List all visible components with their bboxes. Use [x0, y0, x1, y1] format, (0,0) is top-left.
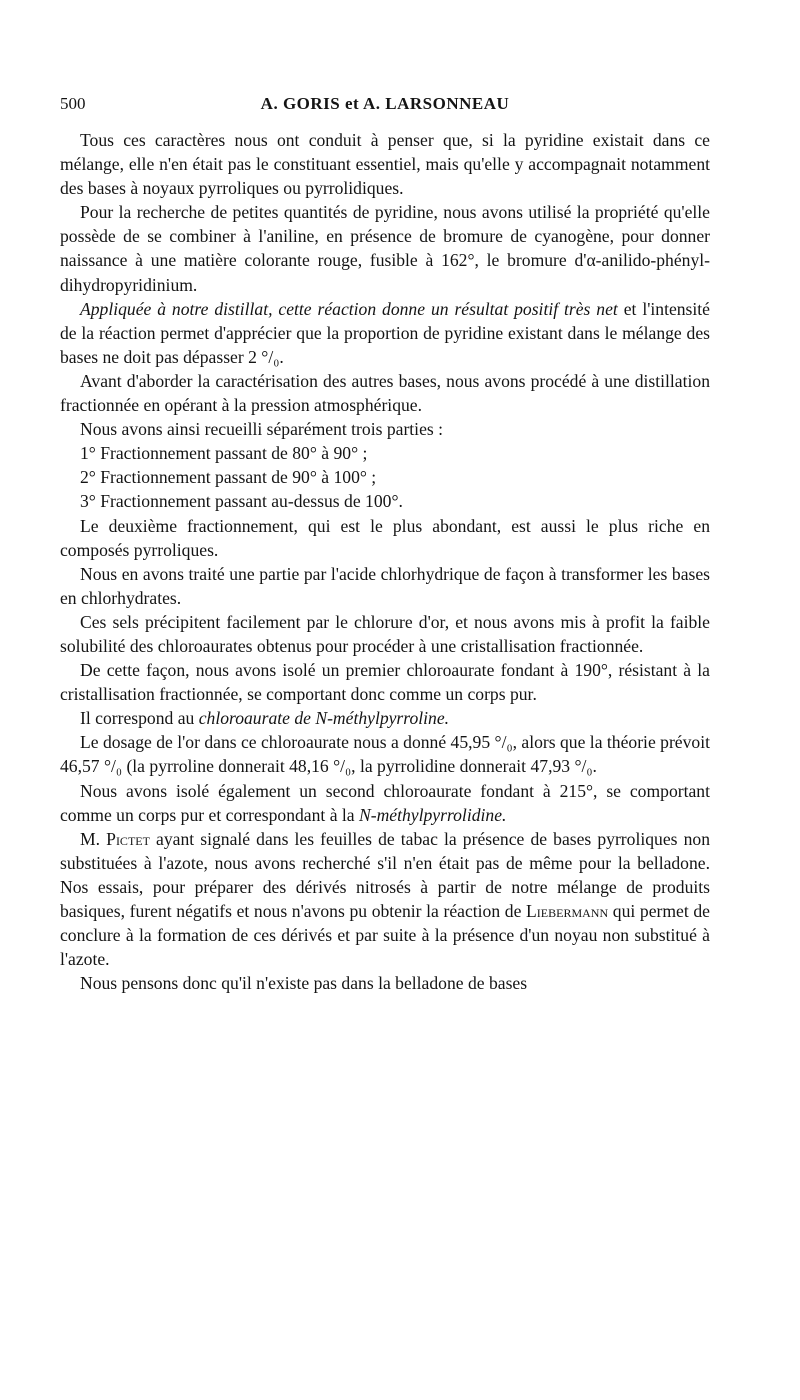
- list-item: 2° Fractionnement passant de 90° à 100° ;: [80, 467, 377, 488]
- paragraph: De cette façon, nous avons isolé un premier chloroaurate fondant à 190°, résistant à la cristallisation fractionnée, se comportant donc comme un corps pur.: [60, 660, 710, 705]
- paragraph: Nous pensons donc qu'il n'existe pas dans la belladone de bases: [80, 973, 528, 994]
- italic-phrase: chloroaurate de N-méthylpyrroline.: [198, 708, 450, 729]
- text-run: qui permet de conclure à la formation de ces dérivés et par suite à la présence d'un noyau non substitué à l'azote.: [60, 901, 710, 970]
- paragraph: [60, 779, 710, 827]
- paragraph: Nous avons ainsi recueilli séparément trois parties :: [80, 419, 444, 440]
- author-name: Pictet: [106, 828, 150, 849]
- list-item: 3° Fractionnement passant au-dessus de 100°.: [80, 491, 403, 512]
- paragraph: Nous en avons traité une partie par l'acide chlorhydrique de façon à transformer les bases en chlorhydrates.: [60, 563, 710, 608]
- text-run: ayant signalé dans les feuilles de tabac la présence de bases pyrroliques non substituées à l'azote, nous avons recherché s'il n'en était pas de même pour la belladone. Nos essais, pour préparer des dérivés nitrosés à partir de notre mélange de produits basiques, furent négatifs et nous n'avons pu obtenir la réaction de: [60, 828, 710, 921]
- paragraph: Avant d'aborder la caractérisation des autres bases, nous avons procédé à une distillation fractionnée en opérant à la pression atmosphérique.: [60, 370, 710, 416]
- italic-phrase: Appliquée à notre distillat, cette réaction donne un résultat positif très net: [80, 298, 618, 319]
- paragraph: Le dosage de l'or dans ce chloroaurate nous a donné 45,95 °/₀, alors que la théorie prévoit 46,57 °/₀ (la pyrroline donnerait 48,16 °/₀, la pyrrolidine donnerait 47,93 °/₀.: [60, 732, 710, 777]
- author-name: Liebermann: [526, 901, 609, 921]
- paragraph: Le deuxième fractionnement, qui est le plus abondant, est aussi le plus riche en composés pyrroliques.: [60, 515, 710, 560]
- body-text: [60, 128, 710, 995]
- paragraph: Ces sels précipitent facilement par le chlorure d'or, et nous avons mis à profit la faible solubilité des chloroaurates obtenus pour procéder à une cristallisation fractionnée.: [60, 611, 710, 656]
- paragraph: Tous ces caractères nous ont conduit à penser que, si la pyridine existait dans ce mélange, elle n'en était pas le constituant essentiel, mais qu'elle y accompagnait notamment des bases à noyaux pyrroliques ou pyrrolidiques.: [60, 130, 710, 199]
- paragraph: [60, 706, 710, 730]
- paragraph: [60, 297, 710, 369]
- text-run: et l'intensité de la réaction permet d'apprécier que la proportion de pyridine existant dans le mélange des bases ne doit pas dépasser 2 °/₀.: [60, 298, 710, 367]
- text-run: Il correspond au: [80, 708, 199, 729]
- text-run: Nous avons isolé également un second chloroaurate fondant à 215°, se comportant comme un corps pur et correspondant à la: [60, 780, 710, 825]
- text-run: M.: [80, 828, 107, 849]
- page-header: [60, 94, 710, 118]
- running-head: A. GORIS et A. LARSONNEAU: [260, 94, 510, 113]
- list-item: 1° Fractionnement passant de 80° à 90° ;: [80, 443, 368, 464]
- page-number: 500: [60, 94, 86, 113]
- italic-phrase: N-méthylpyrrolidine.: [359, 804, 507, 825]
- paragraph: [60, 827, 710, 972]
- paragraph: Pour la recherche de petites quantités de pyridine, nous avons utilisé la propriété qu'elle possède de se combiner à l'aniline, en présence de bromure de cyanogène, pour donner naissance à une matière colorante rouge, fusible à 162°, le bromure d'α-anilido-phényl-dihydropyridinium.: [60, 202, 710, 295]
